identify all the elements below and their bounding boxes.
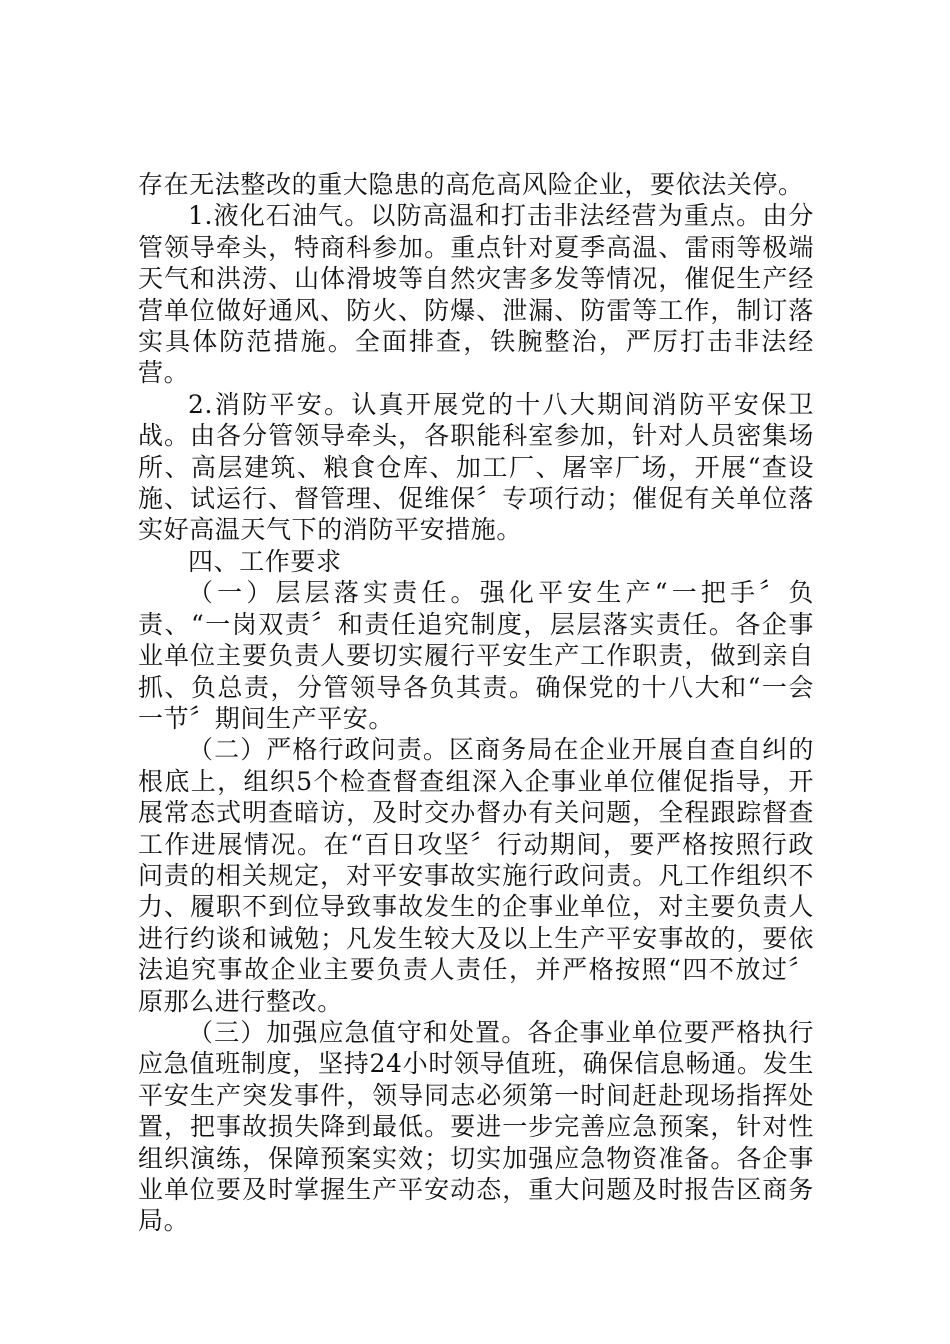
- paragraph-fire-safety: 2.消防平安。认真开展党的十八大期间消防平安保卫战。由各分管领导牵头，各职能科室参加，针对人员密集场所、高层建筑、粮食仓库、加工厂、屠宰厂场，开展“查设施、试运行、督管理、促维保〞专项行动；催促有关单位落实好高温天气下的消防平安措施。: [138, 389, 814, 545]
- section-heading-work-requirements: 四、工作要求: [188, 546, 342, 576]
- document-body: [138, 169, 814, 1237]
- paragraph-emergency-duty: （三）加强应急值守和处置。各企事业单位要严格执行应急值班制度，坚持24小时领导值班，确保信息畅通。发生平安生产突发事件，领导同志必须第一时间赶赴现场指挥处置，把事故损失降到最低。要进一步完善应急预案，针对性组织演练，保障预案实效；切实加强应急物资准备。各企事业单位要及时掌握生产平安动态，重大问题及时报告区商务局。: [138, 1017, 814, 1236]
- paragraph-accountability: （二）严格行政问责。区商务局在企业开展自查自纠的根底上，组织5个检查督查组深入企事业单位催促指导，开展常态式明查暗访，及时交办督办有关问题，全程跟踪督查工作进展情况。在“百日攻坚〞行动期间，要严格按照行政问责的相关规定，对平安事故实施行政问责。凡工作组织不力、履职不到位导致事故发生的企事业单位，对主要负责人进行约谈和诫勉；凡发生较大及以上生产平安事故的，要依法追究事故企业主要负责人责任，并严格按照“四不放过〞原那么进行整改。: [138, 735, 814, 1016]
- paragraph-continuation: 存在无法整改的重大隐患的高危高风险企业，要依法关停。: [138, 170, 804, 199]
- paragraph-responsibility: （一）层层落实责任。强化平安生产“一把手〞负责、“一岗双责〞和责任追究制度，层层落实责任。各企事业单位主要负责人要切实履行平安生产工作职责，做到亲自抓、负总责，分管领导各负其责。确保党的十八大和“一会一节〞期间生产平安。: [138, 578, 814, 733]
- paragraph-lpg: 1.液化石油气。以防高温和打击非法经营为重点。由分管领导牵头，特商科参加。重点针对夏季高温、雷雨等极端天气和洪涝、山体滑坡等自然灾害多发等情况，催促生产经营单位做好通风、防火、防爆、泄漏、防雷等工作，制订落实具体防范措施。全面排查，铁腕整治，严厉打击非法经营。: [138, 201, 814, 388]
